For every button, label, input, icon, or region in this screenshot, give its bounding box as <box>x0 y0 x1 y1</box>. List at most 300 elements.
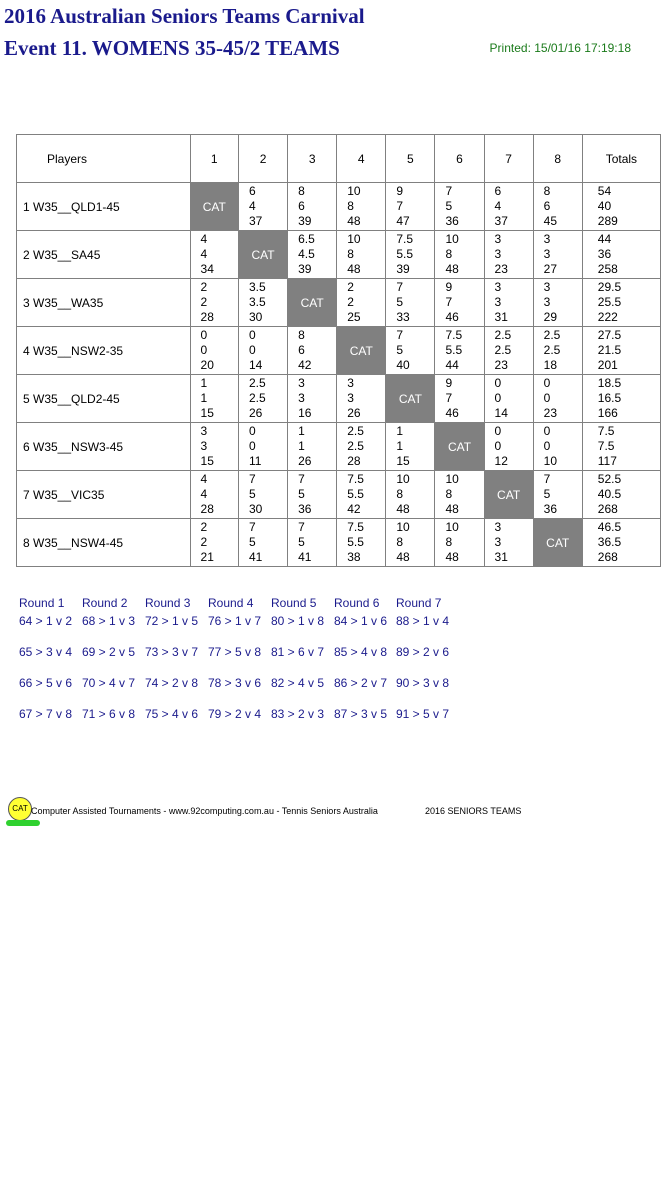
score-value: 27 <box>543 262 558 276</box>
score-value: 16 <box>298 406 312 420</box>
score-value: 12 <box>494 454 508 468</box>
total-value: 117 <box>597 454 617 468</box>
round-match: 91 > 5 v 7 <box>396 707 450 721</box>
score-value: 8 <box>396 535 404 549</box>
score-value: 0 <box>543 391 551 405</box>
score-cell <box>288 423 337 471</box>
score-value: 26 <box>347 406 361 420</box>
score-value: 30 <box>249 310 263 324</box>
score-value: 9 <box>445 376 453 390</box>
round-match: 84 > 1 v 6 <box>334 614 388 628</box>
score-value: 8 <box>445 247 453 261</box>
cat-cell: CAT <box>386 375 435 423</box>
total-value: 166 <box>597 406 618 420</box>
score-value: 2 <box>347 295 354 309</box>
player-name: 4 W35__NSW2-35 <box>17 327 191 375</box>
score-value: 8 <box>445 487 453 501</box>
score-value: 10 <box>396 520 410 534</box>
header-col-8: 8 <box>533 135 582 183</box>
score-value: 5 <box>298 535 305 549</box>
score-cell <box>484 183 533 231</box>
player-name: 1 W35__QLD1-45 <box>17 183 191 231</box>
total-value: 25.5 <box>597 295 622 309</box>
footer-credits: Computer Assisted Tournaments - www.92computing.com.au - Tennis Seniors Australia <box>31 806 378 816</box>
score-value: 4 <box>249 199 256 213</box>
score-value: 2.5 <box>347 424 364 438</box>
score-value: 14 <box>494 406 508 420</box>
score-value: 7 <box>543 472 551 486</box>
score-value: 10 <box>347 184 361 198</box>
round-label: Round 1 <box>19 596 65 610</box>
score-value: 7.5 <box>445 328 463 342</box>
score-value: 48 <box>445 502 459 516</box>
score-value: 37 <box>249 214 263 228</box>
player-name: 8 W35__NSW4-45 <box>17 519 191 567</box>
score-value: 36 <box>543 502 558 516</box>
round-match: 78 > 3 v 6 <box>208 676 262 690</box>
cat-cell: CAT <box>288 279 337 327</box>
round-match: 64 > 1 v 2 <box>19 614 73 628</box>
score-value: 5 <box>396 343 404 357</box>
total-value: 44 <box>597 232 612 246</box>
total-value: 289 <box>597 214 618 228</box>
score-value: 5.5 <box>445 343 463 357</box>
round-match: 65 > 3 v 4 <box>19 645 73 659</box>
total-value: 222 <box>597 310 618 324</box>
total-value: 36 <box>597 247 612 261</box>
results-table <box>16 134 661 567</box>
score-value: 48 <box>396 550 410 564</box>
round-match: 69 > 2 v 5 <box>82 645 136 659</box>
player-name: 5 W35__QLD2-45 <box>17 375 191 423</box>
table-header-row <box>17 135 661 183</box>
score-value: 2 <box>200 535 208 549</box>
cat-cell: CAT <box>435 423 484 471</box>
score-value: 8 <box>396 487 404 501</box>
total-value: 40.5 <box>597 487 622 501</box>
score-cell <box>337 183 386 231</box>
total-value: 201 <box>597 358 618 372</box>
score-value: 3.5 <box>249 295 266 309</box>
score-value: 7 <box>445 391 453 405</box>
score-value: 48 <box>347 214 361 228</box>
score-value: 3 <box>543 247 551 261</box>
score-cell <box>484 519 533 567</box>
score-value: 0 <box>494 391 502 405</box>
score-cell <box>190 519 238 567</box>
score-cell <box>484 423 533 471</box>
score-cell <box>435 183 484 231</box>
score-cell <box>435 375 484 423</box>
score-value: 0 <box>249 424 256 438</box>
score-value: 15 <box>200 406 214 420</box>
score-value: 1 <box>298 424 305 438</box>
score-value: 3 <box>494 295 502 309</box>
score-cell <box>190 375 238 423</box>
score-value: 2.5 <box>494 328 512 342</box>
score-cell <box>533 327 582 375</box>
score-value: 33 <box>396 310 410 324</box>
score-value: 1 <box>396 424 404 438</box>
score-value: 7.5 <box>347 520 364 534</box>
score-cell <box>190 423 238 471</box>
score-value: 10 <box>396 472 410 486</box>
round-match: 71 > 6 v 8 <box>82 707 136 721</box>
score-value: 38 <box>347 550 361 564</box>
score-value: 28 <box>347 454 361 468</box>
round-match: 74 > 2 v 8 <box>145 676 199 690</box>
score-value: 3 <box>543 295 551 309</box>
score-value: 6 <box>494 184 502 198</box>
score-value: 48 <box>347 262 361 276</box>
table-row <box>17 471 661 519</box>
score-value: 30 <box>249 502 263 516</box>
round-label: Round 4 <box>208 596 254 610</box>
score-cell <box>435 231 484 279</box>
score-cell <box>288 327 337 375</box>
score-value: 15 <box>396 454 410 468</box>
score-cell <box>288 471 337 519</box>
round-label: Round 2 <box>82 596 128 610</box>
score-cell <box>239 183 288 231</box>
score-value: 3 <box>347 391 354 405</box>
score-value: 37 <box>494 214 508 228</box>
score-value: 7 <box>249 520 256 534</box>
score-value: 5 <box>396 295 404 309</box>
score-value: 46 <box>445 406 459 420</box>
score-cell <box>288 183 337 231</box>
score-value: 48 <box>445 262 459 276</box>
score-value: 7 <box>445 184 453 198</box>
page-title: 2016 Australian Seniors Teams Carnival <box>4 4 365 28</box>
score-value: 0 <box>543 439 551 453</box>
score-cell <box>190 471 238 519</box>
round-match: 75 > 4 v 6 <box>145 707 199 721</box>
round-match: 80 > 1 v 8 <box>271 614 325 628</box>
round-match: 66 > 5 v 6 <box>19 676 73 690</box>
score-value: 40 <box>396 358 410 372</box>
score-value: 7 <box>298 472 305 486</box>
player-name: 6 W35__NSW3-45 <box>17 423 191 471</box>
total-value: 54 <box>597 184 612 198</box>
totals-cell <box>582 231 660 279</box>
score-value: 48 <box>396 502 410 516</box>
totals-cell <box>582 519 660 567</box>
round-match: 85 > 4 v 8 <box>334 645 388 659</box>
score-value: 2.5 <box>249 376 266 390</box>
table-body <box>17 183 661 567</box>
total-value: 52.5 <box>597 472 622 486</box>
total-value: 29.5 <box>597 280 622 294</box>
table-row <box>17 423 661 471</box>
score-value: 1 <box>298 439 305 453</box>
score-value: 6 <box>298 343 305 357</box>
score-value: 4 <box>200 472 208 486</box>
round-match: 73 > 3 v 7 <box>145 645 199 659</box>
cat-cell: CAT <box>484 471 533 519</box>
score-value: 2 <box>200 280 208 294</box>
score-value: 7 <box>396 199 404 213</box>
score-value: 41 <box>298 550 312 564</box>
score-value: 23 <box>494 262 508 276</box>
score-value: 3 <box>494 535 502 549</box>
score-cell <box>484 279 533 327</box>
score-value: 25 <box>347 310 361 324</box>
score-cell <box>337 375 386 423</box>
cat-cell: CAT <box>190 183 238 231</box>
header-totals: Totals <box>582 135 660 183</box>
score-value: 29 <box>543 310 558 324</box>
total-value: 27.5 <box>597 328 622 342</box>
score-cell <box>386 279 435 327</box>
score-value: 7.5 <box>347 472 364 486</box>
score-value: 8 <box>445 535 453 549</box>
score-value: 8 <box>347 247 354 261</box>
score-value: 0 <box>249 439 256 453</box>
score-value: 5.5 <box>347 487 364 501</box>
score-value: 3 <box>543 280 551 294</box>
round-match: 70 > 4 v 7 <box>82 676 136 690</box>
score-value: 8 <box>543 184 551 198</box>
printed-timestamp: Printed: 15/01/16 17:19:18 <box>489 41 631 55</box>
score-value: 3 <box>494 232 502 246</box>
score-value: 2.5 <box>347 439 364 453</box>
score-value: 1 <box>200 376 208 390</box>
score-cell <box>484 375 533 423</box>
event-title: Event 11. WOMENS 35-45/2 TEAMS <box>4 36 340 60</box>
score-value: 7 <box>298 520 305 534</box>
score-value: 3 <box>494 520 502 534</box>
score-cell <box>239 375 288 423</box>
round-label: Round 3 <box>145 596 191 610</box>
totals-cell <box>582 471 660 519</box>
score-value: 4 <box>200 247 208 261</box>
score-value: 7 <box>396 328 404 342</box>
totals-cell <box>582 327 660 375</box>
score-cell <box>288 519 337 567</box>
score-value: 20 <box>200 358 214 372</box>
player-name: 7 W35__VIC35 <box>17 471 191 519</box>
table-row <box>17 231 661 279</box>
score-value: 0 <box>543 376 551 390</box>
score-value: 5 <box>543 487 551 501</box>
score-value: 14 <box>249 358 263 372</box>
score-value: 3 <box>200 424 208 438</box>
score-value: 4.5 <box>298 247 315 261</box>
round-match: 90 > 3 v 8 <box>396 676 450 690</box>
score-value: 0 <box>543 424 551 438</box>
score-value: 3.5 <box>249 280 266 294</box>
score-cell <box>386 471 435 519</box>
score-value: 36 <box>445 214 459 228</box>
score-value: 3 <box>494 280 502 294</box>
score-value: 45 <box>543 214 558 228</box>
score-value: 6 <box>543 199 551 213</box>
score-value: 7 <box>249 472 256 486</box>
score-value: 42 <box>298 358 312 372</box>
round-match: 86 > 2 v 7 <box>334 676 388 690</box>
score-value: 0 <box>494 439 502 453</box>
score-value: 34 <box>200 262 214 276</box>
score-cell <box>435 279 484 327</box>
round-label: Round 7 <box>396 596 442 610</box>
round-match: 87 > 3 v 5 <box>334 707 388 721</box>
score-cell <box>337 231 386 279</box>
score-value: 21 <box>200 550 214 564</box>
score-value: 10 <box>445 232 459 246</box>
score-cell <box>533 279 582 327</box>
score-cell <box>386 519 435 567</box>
score-value: 7 <box>445 295 453 309</box>
score-cell <box>533 183 582 231</box>
round-match: 72 > 1 v 5 <box>145 614 199 628</box>
score-value: 0 <box>249 328 256 342</box>
header-col-6: 6 <box>435 135 484 183</box>
score-value: 5 <box>445 199 453 213</box>
score-cell <box>435 519 484 567</box>
score-value: 5.5 <box>396 247 414 261</box>
score-value: 48 <box>445 550 459 564</box>
score-value: 0 <box>249 343 256 357</box>
totals-cell <box>582 423 660 471</box>
total-value: 268 <box>597 502 618 516</box>
round-match: 89 > 2 v 6 <box>396 645 450 659</box>
score-value: 2.5 <box>543 343 561 357</box>
header-col-7: 7 <box>484 135 533 183</box>
cat-cell: CAT <box>533 519 582 567</box>
score-value: 39 <box>396 262 410 276</box>
round-match: 82 > 4 v 5 <box>271 676 325 690</box>
round-match: 68 > 1 v 3 <box>82 614 136 628</box>
score-value: 46 <box>445 310 459 324</box>
score-value: 36 <box>298 502 312 516</box>
total-value: 46.5 <box>597 520 622 534</box>
score-value: 18 <box>543 358 558 372</box>
score-value: 8 <box>298 184 305 198</box>
score-value: 26 <box>298 454 312 468</box>
score-cell <box>386 327 435 375</box>
score-cell <box>533 375 582 423</box>
total-value: 40 <box>597 199 612 213</box>
total-value: 18.5 <box>597 376 622 390</box>
score-value: 44 <box>445 358 459 372</box>
score-value: 28 <box>200 310 214 324</box>
score-cell <box>533 423 582 471</box>
score-value: 6 <box>249 184 256 198</box>
score-value: 0 <box>494 376 502 390</box>
score-value: 47 <box>396 214 410 228</box>
header-col-3: 3 <box>288 135 337 183</box>
score-value: 3 <box>298 376 305 390</box>
score-value: 4 <box>200 232 208 246</box>
score-cell <box>190 279 238 327</box>
score-value: 2.5 <box>494 343 512 357</box>
score-value: 3 <box>347 376 354 390</box>
total-value: 21.5 <box>597 343 622 357</box>
score-value: 10 <box>445 520 459 534</box>
round-match: 77 > 5 v 8 <box>208 645 262 659</box>
score-value: 6.5 <box>298 232 315 246</box>
score-cell <box>239 327 288 375</box>
totals-cell <box>582 279 660 327</box>
header-col-4: 4 <box>337 135 386 183</box>
table-row <box>17 375 661 423</box>
score-cell <box>288 375 337 423</box>
score-value: 5 <box>249 487 256 501</box>
score-value: 8 <box>347 199 354 213</box>
score-value: 1 <box>200 391 208 405</box>
totals-cell <box>582 375 660 423</box>
score-cell <box>337 519 386 567</box>
round-label: Round 6 <box>334 596 380 610</box>
score-value: 39 <box>298 214 312 228</box>
header-col-1: 1 <box>190 135 238 183</box>
score-cell <box>435 327 484 375</box>
score-cell <box>386 183 435 231</box>
header-col-2: 2 <box>239 135 288 183</box>
score-cell <box>288 231 337 279</box>
score-value: 9 <box>396 184 404 198</box>
table-row <box>17 183 661 231</box>
score-value: 2.5 <box>249 391 266 405</box>
score-value: 2 <box>347 280 354 294</box>
score-cell <box>239 519 288 567</box>
total-value: 258 <box>597 262 618 276</box>
score-cell <box>386 231 435 279</box>
header-players: Players <box>17 135 191 183</box>
round-label: Round 5 <box>271 596 317 610</box>
header-col-5: 5 <box>386 135 435 183</box>
score-value: 15 <box>200 454 214 468</box>
total-value: 7.5 <box>597 424 615 438</box>
score-value: 10 <box>347 232 361 246</box>
score-value: 5.5 <box>347 535 364 549</box>
score-value: 7 <box>396 280 404 294</box>
score-value: 31 <box>494 310 508 324</box>
score-cell <box>386 423 435 471</box>
score-value: 5 <box>249 535 256 549</box>
score-cell <box>435 471 484 519</box>
table-row <box>17 327 661 375</box>
score-cell <box>484 231 533 279</box>
total-value: 36.5 <box>597 535 622 549</box>
score-cell <box>190 327 238 375</box>
cat-cell: CAT <box>337 327 386 375</box>
player-name: 2 W35__SA45 <box>17 231 191 279</box>
score-value: 42 <box>347 502 361 516</box>
round-match: 88 > 1 v 4 <box>396 614 450 628</box>
total-value: 7.5 <box>597 439 615 453</box>
score-value: 31 <box>494 550 508 564</box>
score-value: 23 <box>543 406 558 420</box>
score-cell <box>239 423 288 471</box>
score-value: 41 <box>249 550 263 564</box>
score-value: 1 <box>396 439 404 453</box>
score-cell <box>239 279 288 327</box>
score-cell <box>533 471 582 519</box>
logo-underline <box>6 820 40 826</box>
table-row <box>17 519 661 567</box>
round-match: 67 > 7 v 8 <box>19 707 73 721</box>
score-value: 5 <box>298 487 305 501</box>
score-value: 9 <box>445 280 453 294</box>
score-value: 8 <box>298 328 305 342</box>
score-value: 4 <box>494 199 502 213</box>
score-value: 28 <box>200 502 214 516</box>
footer-event: 2016 SENIORS TEAMS <box>425 806 522 816</box>
score-value: 7.5 <box>396 232 414 246</box>
round-match: 83 > 2 v 3 <box>271 707 325 721</box>
